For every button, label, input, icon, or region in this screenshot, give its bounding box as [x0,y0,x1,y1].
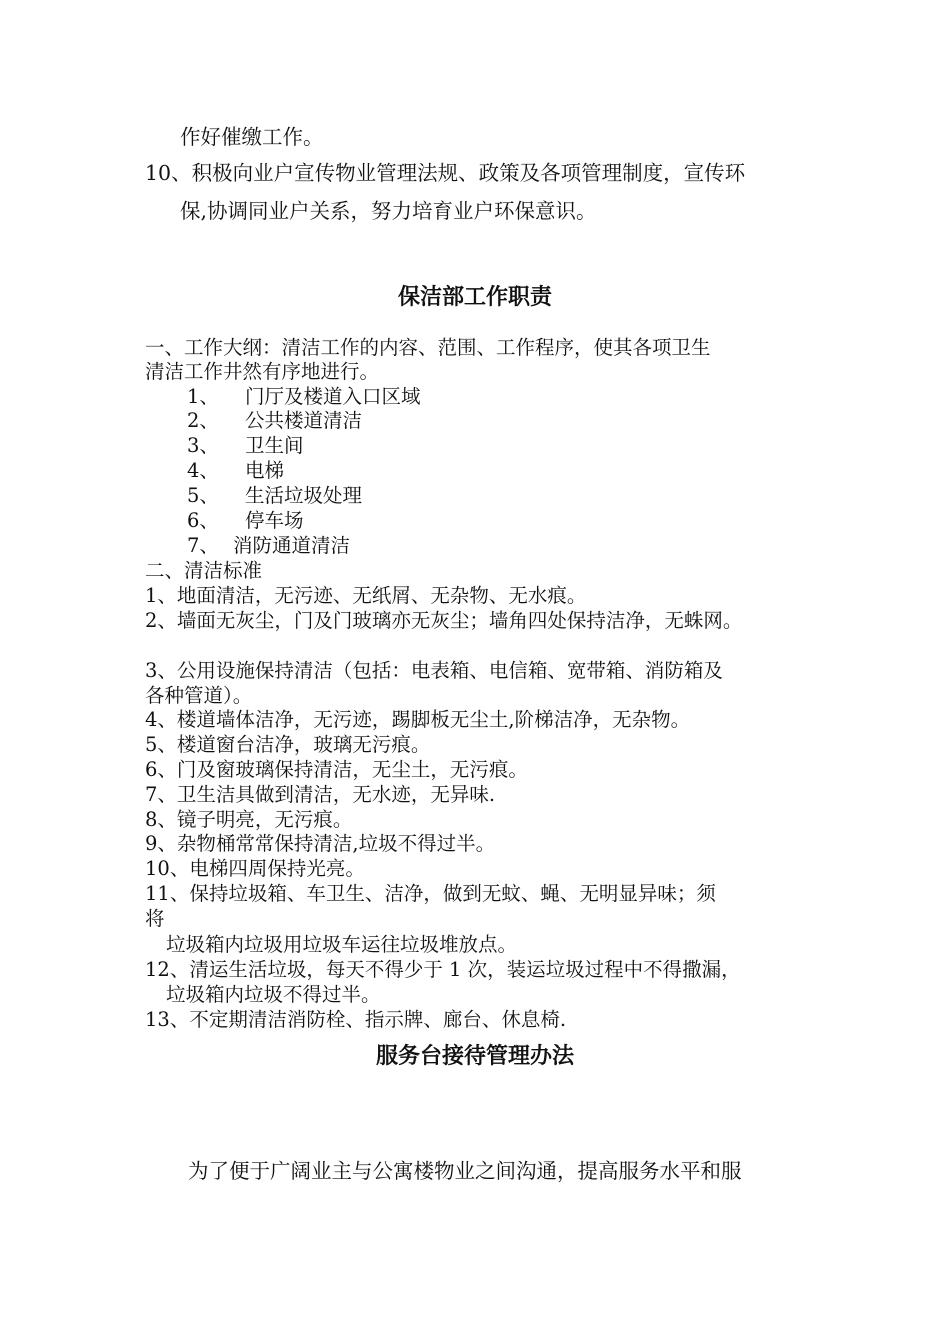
standard-line: 垃圾箱内垃圾用垃圾车运往垃圾堆放点。 [166,933,518,956]
standards-heading: 二、清洁标准 [145,559,263,582]
area-item: 6、 停车场 [187,509,304,532]
section-title-cleaning: 保洁部工作职责 [397,285,552,310]
standard-line: 4、楼道墙体洁净，无污迹，踢脚板无尘土,阶梯洁净，无杂物。 [145,708,691,731]
standard-line: 12、清运生活垃圾，每天不得少于 1 次，装运垃圾过程中不得撒漏， [145,958,741,981]
item-10-line1: 10、积极向业户宣传物业管理法规、政策及各项管理制度，宣传环 [145,161,746,185]
standard-line: 11、保持垃圾箱、车卫生、洁净，做到无蚊、蝇、无明显异味；须 [145,882,716,905]
standard-line: 7、卫生洁具做到清洁，无水迹，无异味. [145,783,496,806]
area-item: 7、 消防通道清洁 [187,534,351,557]
standard-line: 2、墙面无灰尘，门及门玻璃亦无灰尘；墙角四处保持洁净，无蛛网。 [145,609,743,632]
standard-line: 10、电梯四周保持光亮。 [145,857,365,880]
standard-line: 垃圾箱内垃圾不得过半。 [166,983,381,1006]
continued-text: 作好催缴工作。 [180,125,324,149]
standard-line: 13、不定期清洁消防栓、指示牌、廊台、休息椅. [145,1008,567,1031]
area-item: 5、 生活垃圾处理 [187,484,363,507]
standard-line: 1、地面清洁，无污迹、无纸屑、无杂物、无水痕。 [145,584,587,607]
standard-line: 9、杂物桶常常保持清洁,垃圾不得过半。 [145,832,496,855]
area-item: 4、 电梯 [187,459,285,482]
standard-line: 5、楼道窗台洁净，玻璃无污痕。 [145,733,431,756]
outline-line1: 一、工作大纲：清洁工作的内容、范围、工作程序，使其各项卫生 [145,336,711,359]
section-title-reception: 服务台接待管理办法 [375,1044,574,1069]
standard-line: 各种管道）。 [145,684,253,707]
item-10-line2: 保,协调同业户关系，努力培育业户环保意识。 [180,199,597,223]
area-item: 3、 卫生间 [187,434,304,457]
standard-line: 8、镜子明亮，无污痕。 [145,808,353,831]
area-item: 1、 门厅及楼道入口区域 [187,385,421,408]
standard-line: 3、公用设施保持清洁（包括：电表箱、电信箱、宽带箱、消防箱及 [145,659,723,682]
standard-line: 6、门及窗玻璃保持清洁，无尘土，无污痕。 [145,758,528,781]
outline-line2: 清洁工作井然有序地进行。 [145,360,380,383]
area-item: 2、 公共楼道清洁 [187,409,363,432]
standard-line: 将 [145,907,165,930]
paragraph-line: 为了便于广阔业主与公寓楼物业之间沟通，提高服务水平和服 [188,1159,742,1183]
